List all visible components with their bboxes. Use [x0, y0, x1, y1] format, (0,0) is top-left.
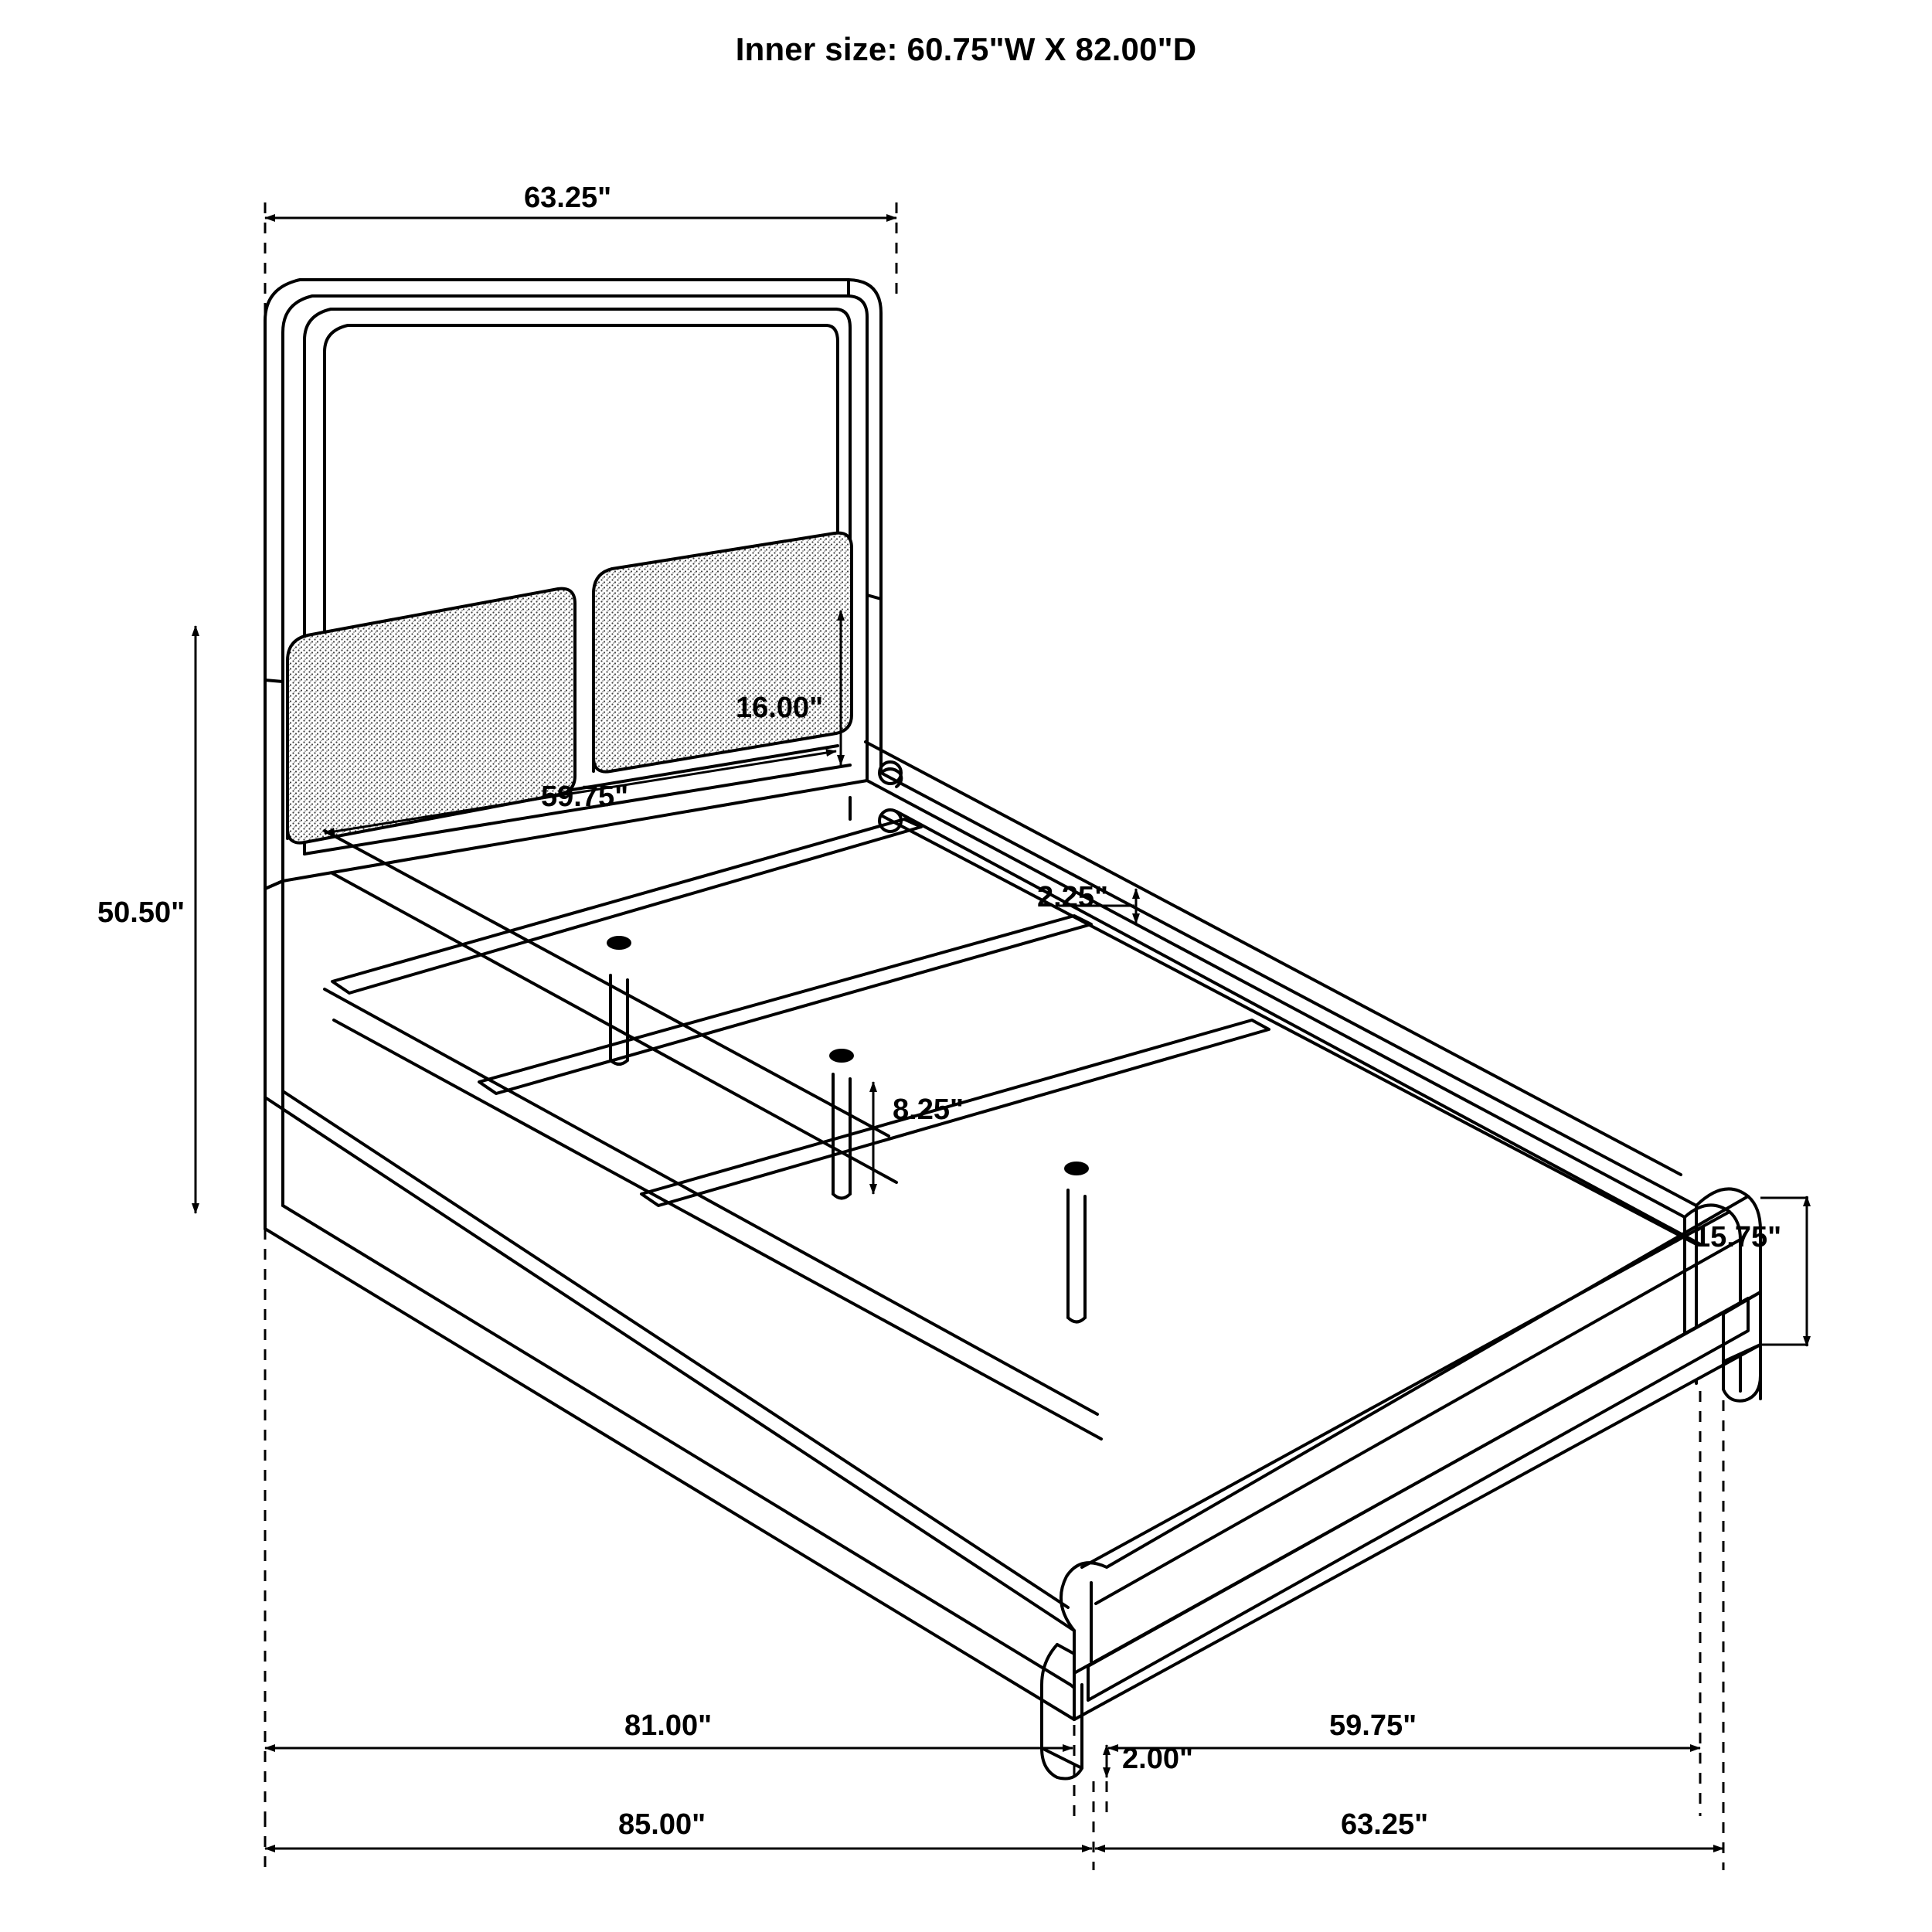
dim-footboard-inner-width: 59.75"	[1329, 1709, 1417, 1742]
dim-headboard-panel-height: 16.00"	[736, 692, 824, 724]
dim-overall-width: 63.25"	[1341, 1808, 1429, 1841]
dim-slat-support-height: 8.25"	[893, 1094, 964, 1126]
page-title: Inner size: 60.75"W X 82.00"D	[735, 31, 1197, 67]
dim-footboard-height: 15.75"	[1694, 1221, 1782, 1253]
dim-overall-height: 50.50"	[97, 896, 185, 929]
dim-foot-post-clearance: 2.00"	[1122, 1743, 1193, 1775]
dim-overall-length: 85.00"	[618, 1808, 706, 1841]
dim-rail-thickness: 2.25"	[1037, 881, 1108, 913]
dim-headboard-inner-width: 59.75"	[541, 781, 629, 813]
dim-inner-length: 81.00"	[624, 1709, 713, 1742]
dim-headboard-width-top: 63.25"	[524, 182, 612, 214]
